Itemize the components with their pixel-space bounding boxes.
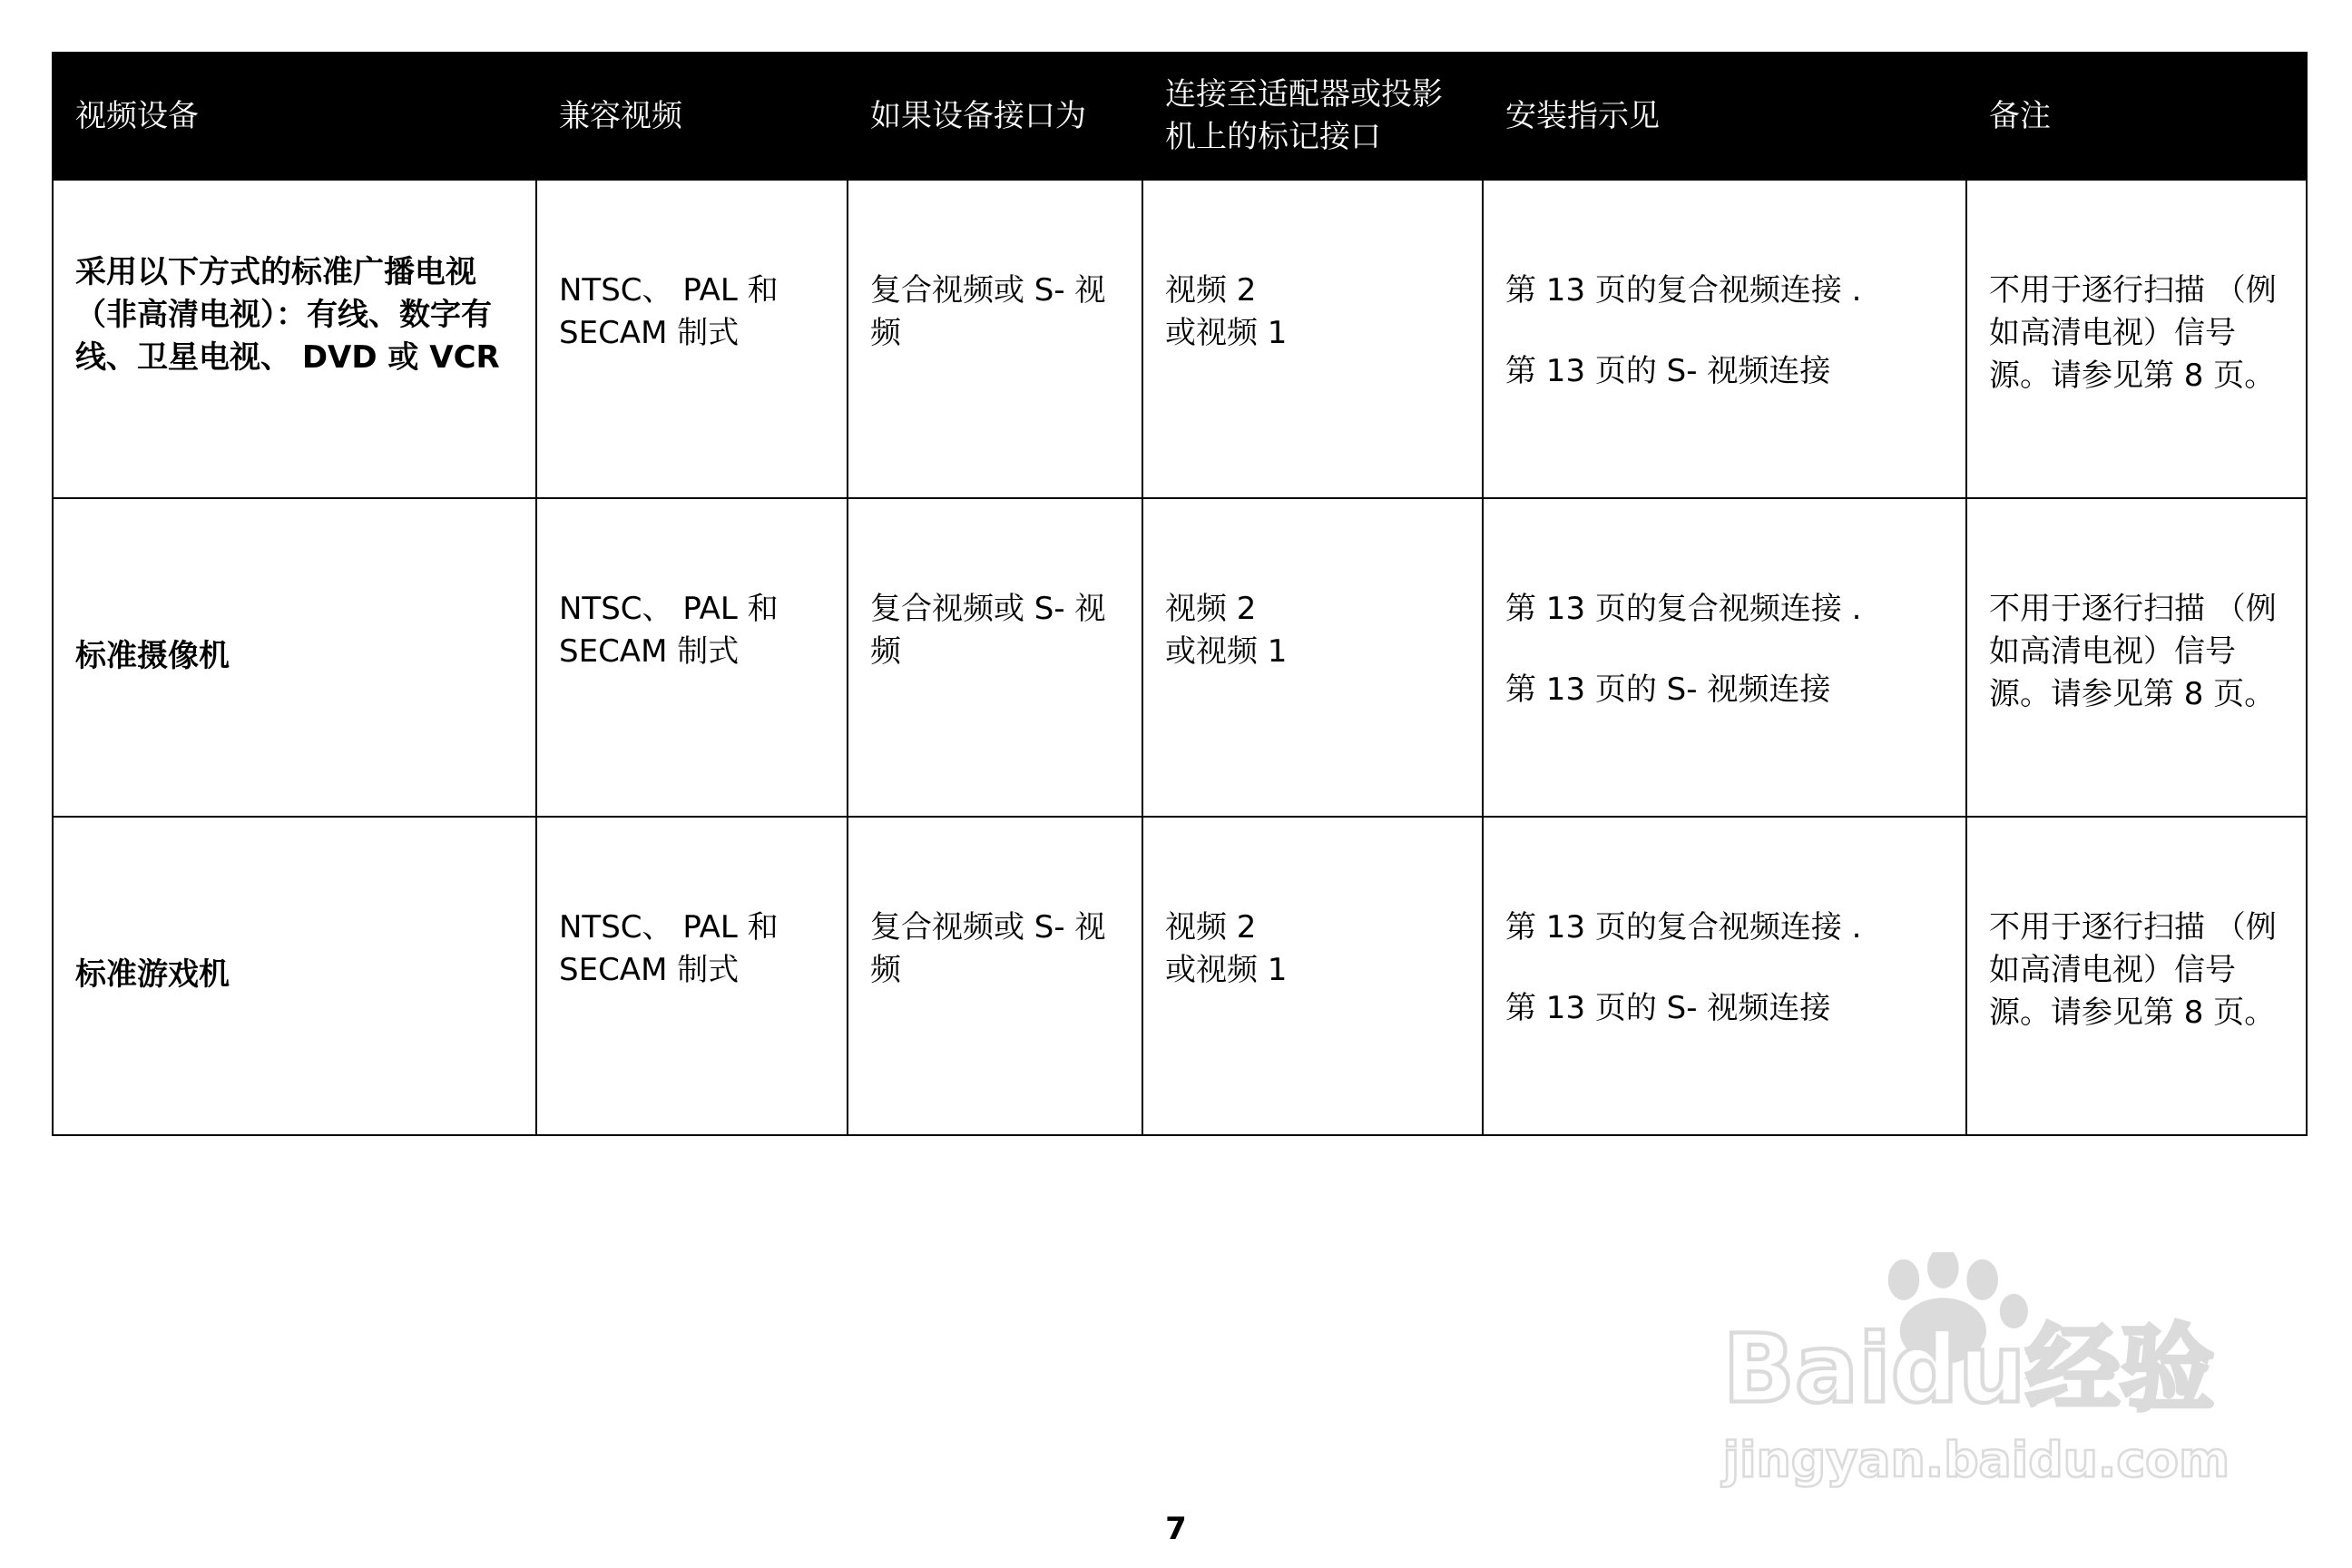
cell-port bbox=[1142, 498, 1483, 817]
install-line: 第 13 页的 S- 视频连接 bbox=[1505, 990, 1831, 1026]
device-label: 采用以下方式的标准广播电视（非高清电视）：有线、数字有线、卫星电视、 DVD 或 VCR bbox=[75, 254, 500, 376]
connector-line: 频 bbox=[870, 315, 901, 351]
port-line: 视频 2 bbox=[1165, 591, 1257, 627]
cell-port bbox=[1142, 180, 1483, 498]
install-line: 第 13 页的复合视频连接 . bbox=[1505, 272, 1862, 309]
cell-install bbox=[1483, 817, 1966, 1135]
table-row bbox=[53, 180, 2307, 498]
cell-port bbox=[1142, 817, 1483, 1135]
port-line: 或视频 1 bbox=[1165, 633, 1288, 670]
cell-device bbox=[53, 180, 536, 498]
device-label: 标准摄像机 bbox=[75, 638, 230, 674]
notes-text: 不用于逐行扫描 （例如高清电视）信号源。请参见第 8 页。 bbox=[1989, 909, 2277, 1031]
port-line: 或视频 1 bbox=[1165, 952, 1288, 988]
page-number: 7 bbox=[1165, 1511, 1187, 1547]
cell-device bbox=[53, 498, 536, 817]
install-line: 第 13 页的 S- 视频连接 bbox=[1505, 671, 1831, 708]
table-row bbox=[53, 498, 2307, 817]
port-line: 视频 2 bbox=[1165, 272, 1257, 309]
header-notes: 备注 bbox=[1966, 53, 2307, 180]
install-line: 第 13 页的复合视频连接 . bbox=[1505, 909, 1862, 946]
port-line: 或视频 1 bbox=[1165, 315, 1288, 351]
cell-connector bbox=[848, 498, 1142, 817]
header-device-connector: 如果设备接口为 bbox=[848, 53, 1142, 180]
port-line: 视频 2 bbox=[1165, 909, 1257, 946]
connector-line: 频 bbox=[870, 952, 901, 988]
table-row bbox=[53, 817, 2307, 1135]
connector-line: 频 bbox=[870, 633, 901, 670]
notes-text: 不用于逐行扫描 （例如高清电视）信号源。请参见第 8 页。 bbox=[1989, 272, 2277, 394]
compat-line: SECAM 制式 bbox=[559, 315, 740, 351]
connector-line: 复合视频或 S- 视 bbox=[870, 591, 1106, 627]
cell-connector bbox=[848, 817, 1142, 1135]
cell-notes bbox=[1966, 180, 2307, 498]
cell-device bbox=[53, 817, 536, 1135]
device-compatibility-table bbox=[52, 52, 2308, 1136]
watermark-brand: Baidu经验 bbox=[1722, 1313, 2215, 1425]
header-video-device: 视频设备 bbox=[53, 53, 536, 180]
notes-text: 不用于逐行扫描 （例如高清电视）信号源。请参见第 8 页。 bbox=[1989, 591, 2277, 712]
cell-compat bbox=[536, 498, 848, 817]
compat-line: NTSC、 PAL 和 bbox=[559, 272, 779, 309]
connector-line: 复合视频或 S- 视 bbox=[870, 272, 1106, 309]
table-header-row bbox=[53, 53, 2307, 180]
compat-line: SECAM 制式 bbox=[559, 633, 740, 670]
header-compatible-video: 兼容视频 bbox=[536, 53, 848, 180]
connector-line: 复合视频或 S- 视 bbox=[870, 909, 1106, 946]
cell-notes bbox=[1966, 498, 2307, 817]
compat-line: NTSC、 PAL 和 bbox=[559, 909, 779, 946]
paw-icon bbox=[1670, 1252, 2232, 1488]
cell-compat bbox=[536, 817, 848, 1135]
device-label: 标准游戏机 bbox=[75, 956, 230, 993]
compat-line: NTSC、 PAL 和 bbox=[559, 591, 779, 627]
install-line: 第 13 页的复合视频连接 . bbox=[1505, 591, 1862, 627]
header-install-instructions: 安装指示见 bbox=[1483, 53, 1966, 180]
install-line: 第 13 页的 S- 视频连接 bbox=[1505, 353, 1831, 389]
cell-compat bbox=[536, 180, 848, 498]
cell-notes bbox=[1966, 817, 2307, 1135]
header-projector-port: 连接至适配器或投影机上的标记接口 bbox=[1142, 53, 1483, 180]
compat-line: SECAM 制式 bbox=[559, 952, 740, 988]
baidu-watermark bbox=[1670, 1216, 2232, 1488]
cell-install bbox=[1483, 498, 1966, 817]
cell-connector bbox=[848, 180, 1142, 498]
cell-install bbox=[1483, 180, 1966, 498]
watermark-url: jingyan.baidu.com bbox=[1722, 1431, 2230, 1488]
